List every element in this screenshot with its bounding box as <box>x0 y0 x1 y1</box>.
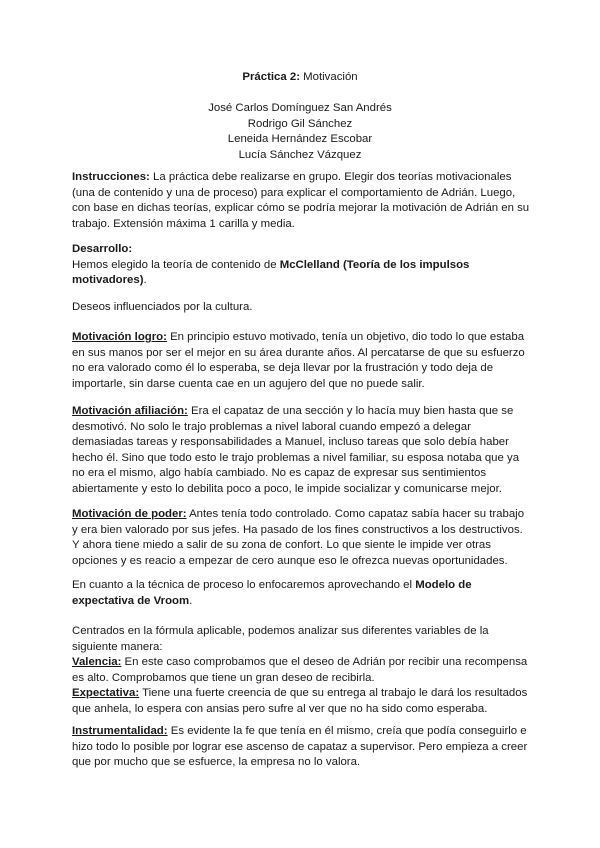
poder-text: Antes tenía todo controlado. Como capataz sabía hacer su trabajo y era bien valorado por sus jefes. Ha pasado de los fines constructivos a los destructivos. Y ahora tiene miedo a salir de su zona de confort. Lo que siente le impide ver otras opciones y es reacio a empezar de cero aunque eso le ofrezca nuevas oportunidades. <box>72 508 525 567</box>
proceso-text: En cuanto a la técnica de proceso lo enfocaremos aprovechando el <box>72 579 416 591</box>
desarrollo-section <box>72 242 472 289</box>
poder-label: Motivación de poder: <box>72 508 187 520</box>
title-bold: Práctica 2: <box>242 71 300 83</box>
centrados-paragraph: Centrados en la fórmula aplicable, podemos analizar sus diferentes variables de la siguiente manera: <box>72 625 489 653</box>
expectativa-paragraph <box>72 686 530 717</box>
expectativa-label: Expectativa: <box>72 687 140 699</box>
title-rest: Motivación <box>300 71 358 83</box>
instructions-text: La práctica debe realizarse en grupo. Elegir dos teorías motivacionales (una de contenido y una de proceso) para explicar el comportamiento de Adrián. Luego, con base en dichas teorías, explicar cómo se podría mejorar la motivación de Adrián en su trabajo. Extensión máxima 1 carilla y media. <box>72 171 530 230</box>
page-title <box>0 70 600 86</box>
author-name: Leneida Hernández Escobar <box>227 133 373 145</box>
logro-label: Motivación logro: <box>72 331 167 343</box>
desarrollo-heading <box>72 242 472 258</box>
valencia-label: Valencia: <box>72 656 122 668</box>
desarrollo-heading-text: Desarrollo: <box>72 243 133 255</box>
instructions-label: Instrucciones: <box>72 171 150 183</box>
variables-section <box>72 624 530 717</box>
proceso-end: . <box>189 594 193 607</box>
logro-paragraph <box>72 330 530 392</box>
instrumentalidad-paragraph <box>72 724 530 771</box>
proceso-paragraph <box>72 578 530 609</box>
instrumentalidad-label: Instrumentalidad: <box>72 725 168 737</box>
instrumentalidad-text: Es evidente la fe que tenía en él mismo, creía que podía conseguirlo e hizo todo lo posible por lograr ese ascenso de capataz a supervisor. Pero empieza a creer que por mucho que se esfuerce, la empresa no lo valora. <box>72 725 528 768</box>
valencia-text: En este caso comprobamos que el deseo de Adrián por recibir una recompensa es alto. Comprobamos que tiene un gran deseo de recibirla. <box>72 656 528 684</box>
expectativa-text: Tiene una fuerte creencia de que su entrega al trabajo le dará los resultados que anhela, lo espera con ansias pero sufre al ver que no ha sido como esperaba. <box>72 687 528 715</box>
valencia-paragraph <box>72 655 530 686</box>
author-name: Rodrigo Gil Sánchez <box>247 117 353 130</box>
logro-text: En principio estuvo motivado, tenía un objetivo, dio todo lo que estaba en sus manos por ser el mejor en su área durante años. Al percatarse de que su esfuerzo no era valorado como él lo esperaba, se deja llevar por la frustración y todo deja de importarle, sin darse cuenta cae en un agujero del que no puede salir. <box>72 331 525 390</box>
afiliacion-paragraph <box>72 404 530 497</box>
author-name: José Carlos Domínguez San Andrés <box>208 102 392 114</box>
desarrollo-end: . <box>143 274 147 286</box>
desarrollo-paragraph <box>72 258 472 289</box>
afiliacion-text: Era el capataz de una sección y lo hacía muy bien hasta que se desmotivó. No solo le trajo problemas a nivel laboral cuando empezó a delegar demasiadas tareas y responsabilidades a Manuel, incluso tareas que solo debía haber hecho él. Sino que todo esto le trajo problemas a nivel familiar, su esposa notaba que ya no era el mismo, algo había cambiado. No es capaz de expresar sus sentimientos abiertamente y esto lo debilita poco a poco, le impide socializar y comunicarse mejor. <box>72 405 520 495</box>
author-name: Lucía Sánchez Vázquez <box>238 148 362 161</box>
proceso-model: Modelo de expectativa de Vroom <box>72 579 472 607</box>
instructions-paragraph <box>72 170 530 232</box>
poder-paragraph <box>72 507 530 569</box>
deseos-paragraph: Deseos influenciados por la cultura. <box>72 301 253 313</box>
desarrollo-theory: McClelland (Teoría de los impulsos motivadores) <box>72 258 470 286</box>
afiliacion-label: Motivación afiliación: <box>72 405 188 417</box>
desarrollo-text: Hemos elegido la teoría de contenido de <box>72 258 280 271</box>
author-list <box>0 101 600 163</box>
